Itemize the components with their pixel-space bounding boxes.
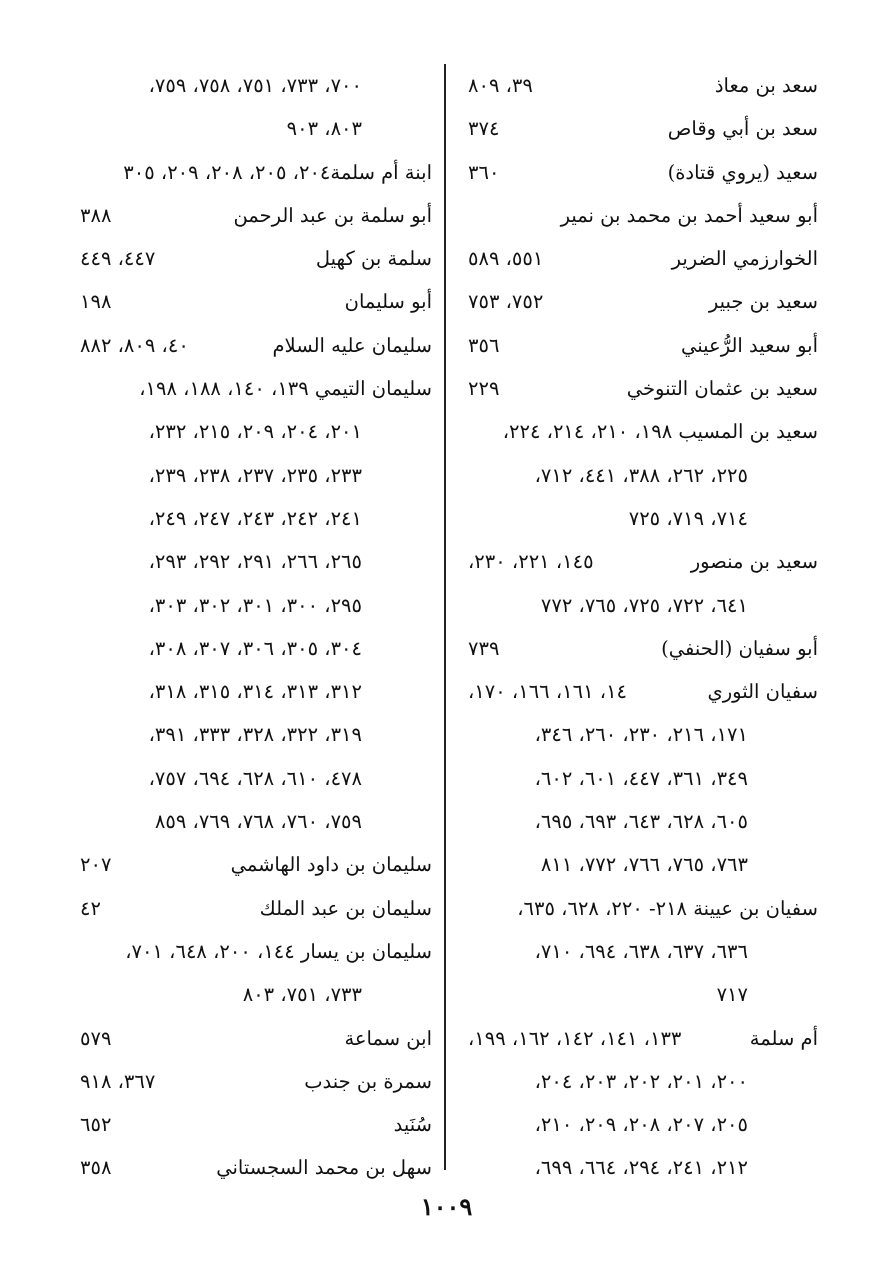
entry-pages: ١٤، ١٦١، ١٦٦، ١٧٠، bbox=[468, 680, 628, 704]
left-column bbox=[70, 64, 432, 1190]
index-entry bbox=[458, 280, 818, 323]
entry-name: أبو سعيد الرُّعيني bbox=[681, 333, 818, 357]
index-entry bbox=[458, 64, 818, 107]
entry-pages-continued: ١٧١، ٢١٦، ٢٣٠، ٢٦٠، ٣٤٦، bbox=[534, 723, 748, 747]
entry-name: سليمان بن داود الهاشمي bbox=[230, 853, 432, 877]
entry-pages: ٣٦٠ bbox=[468, 160, 500, 184]
index-entry bbox=[458, 107, 818, 150]
entry-pages: ٣٥٨ bbox=[80, 1156, 112, 1180]
index-entry bbox=[458, 237, 818, 280]
entry-name: سليمان بن عبد الملك bbox=[259, 896, 432, 920]
page-number: ١٠٠٩ bbox=[420, 1192, 473, 1221]
index-entry bbox=[458, 800, 818, 843]
entry-pages: ٦٥٢ bbox=[80, 1113, 112, 1137]
entry-pages: ٢٢٩ bbox=[468, 377, 500, 401]
index-entry bbox=[70, 107, 432, 150]
entry-pages: ١٣٣، ١٤١، ١٤٢، ١٦٢، ١٩٩، bbox=[468, 1026, 682, 1050]
index-entry bbox=[458, 843, 818, 886]
entry-name: أبو سلمة بن عبد الرحمن bbox=[233, 203, 432, 227]
entry-pages-continued: ٢٠١، ٢٠٤، ٢٠٩، ٢١٥، ٢٣٢، bbox=[148, 420, 362, 444]
entry-name: سفيان الثوري bbox=[707, 680, 818, 704]
index-entry bbox=[458, 497, 818, 540]
entry-pages: ٣٥٦ bbox=[468, 333, 500, 357]
entry-name: سفيان بن عيينة ٢١٨- ٢٢٠، ٦٢٨، ٦٣٥، bbox=[517, 896, 818, 920]
entry-pages-continued: ٧٣٣، ٧٥١، ٨٠٣ bbox=[242, 983, 362, 1007]
entry-pages: ٣٧٤ bbox=[468, 117, 500, 141]
column-divider bbox=[444, 64, 446, 1170]
index-entry bbox=[70, 497, 432, 540]
index-entry bbox=[70, 627, 432, 670]
index-entry bbox=[458, 670, 818, 713]
entry-pages: ٣٨٨ bbox=[80, 203, 112, 227]
entry-pages: ١٩٨ bbox=[80, 290, 112, 314]
entry-pages-continued: ٦٤١، ٧٢٢، ٧٢٥، ٧٦٥، ٧٧٢ bbox=[540, 593, 748, 617]
entry-pages-continued: ٢١٢، ٢٤١، ٢٩٤، ٦٦٤، ٦٩٩، bbox=[534, 1156, 748, 1180]
index-entry bbox=[458, 454, 818, 497]
index-entry bbox=[458, 194, 818, 237]
entry-name: سليمان بن يسار ١٤٤، ٢٠٠، ٦٤٨، ٧٠١، bbox=[125, 939, 432, 963]
index-entry bbox=[70, 237, 432, 280]
entry-name: أبو سفيان (الحنفي) bbox=[661, 636, 818, 660]
entry-name: الخوارزمي الضرير bbox=[671, 247, 818, 271]
entry-name: سعيد بن عثمان التنوخي bbox=[626, 377, 818, 401]
index-entry bbox=[70, 410, 432, 453]
index-entry bbox=[70, 800, 432, 843]
index-entry bbox=[70, 367, 432, 410]
entry-pages: ٤٠، ٨٠٩، ٨٨٢ bbox=[80, 333, 189, 357]
entry-pages-continued: ٧١٤، ٧١٩، ٧٢٥ bbox=[628, 506, 748, 530]
entry-pages-continued: ٢٠٠، ٢٠١، ٢٠٢، ٢٠٣، ٢٠٤، bbox=[534, 1069, 748, 1093]
entry-name: سعيد بن جبير bbox=[708, 290, 818, 314]
entry-pages: ٤٤٧، ٤٤٩ bbox=[80, 247, 156, 271]
entry-pages: ٧٥٢، ٧٥٣ bbox=[468, 290, 544, 314]
entry-pages-continued: ٣٠٤، ٣٠٥، ٣٠٦، ٣٠٧، ٣٠٨، bbox=[148, 636, 362, 660]
entry-name: سعيد بن منصور bbox=[690, 550, 818, 574]
index-entry bbox=[70, 1103, 432, 1146]
entry-name: سُنَيد bbox=[393, 1113, 432, 1137]
index-entry bbox=[70, 1060, 432, 1103]
index-entry bbox=[70, 930, 432, 973]
entry-pages-continued: ٢٤١، ٢٤٢، ٢٤٣، ٢٤٧، ٢٤٩، bbox=[148, 506, 362, 530]
index-entry bbox=[458, 757, 818, 800]
entry-pages-continued: ٢٠٥، ٢٠٧، ٢٠٨، ٢٠٩، ٢١٠، bbox=[534, 1113, 748, 1137]
index-entry bbox=[70, 973, 432, 1016]
entry-pages-continued: ٨٠٣، ٩٠٣ bbox=[286, 117, 362, 141]
entry-pages: ٤٢ bbox=[80, 896, 101, 920]
index-entry bbox=[70, 584, 432, 627]
index-entry bbox=[70, 151, 432, 194]
entry-pages-continued: ٦٣٦، ٦٣٧، ٦٣٨، ٦٩٤، ٧١٠، bbox=[534, 939, 748, 963]
entry-pages-continued: ٧٦٣، ٧٦٥، ٧٦٦، ٧٧٢، ٨١١ bbox=[540, 853, 748, 877]
index-entry bbox=[70, 540, 432, 583]
index-entry bbox=[70, 454, 432, 497]
index-entry bbox=[70, 670, 432, 713]
index-entry bbox=[70, 757, 432, 800]
entry-pages-continued: ٧٠٠، ٧٣٣، ٧٥١، ٧٥٨، ٧٥٩، bbox=[148, 74, 362, 97]
index-entry bbox=[70, 324, 432, 367]
entry-name: سعيد (يروي قتادة) bbox=[667, 160, 818, 184]
entry-pages-continued: ٧١٧ bbox=[716, 983, 748, 1007]
entry-pages-continued: ٧٥٩، ٧٦٠، ٧٦٨، ٧٦٩، ٨٥٩ bbox=[154, 810, 362, 834]
entry-name: سليمان التيمي ١٣٩، ١٤٠، ١٨٨، ١٩٨، bbox=[139, 377, 432, 401]
entry-pages: ١٤٥، ٢٢١، ٢٣٠، bbox=[468, 550, 594, 574]
index-entry bbox=[70, 713, 432, 756]
index-entry bbox=[70, 1146, 432, 1189]
entry-pages-continued: ٣٤٩، ٣٦١، ٤٤٧، ٦٠١، ٦٠٢، bbox=[534, 766, 748, 790]
entry-name: سليمان عليه السلام bbox=[272, 333, 432, 357]
index-entry bbox=[458, 1103, 818, 1146]
entry-pages: ٣٩، ٨٠٩ bbox=[468, 74, 533, 97]
entry-pages-continued: ٦٠٥، ٦٢٨، ٦٤٣، ٦٩٣، ٦٩٥، bbox=[534, 810, 748, 834]
entry-name: سهل بن محمد السجستاني bbox=[216, 1156, 432, 1180]
index-entry bbox=[458, 713, 818, 756]
index-entry bbox=[458, 410, 818, 453]
entry-name: ابن سماعة bbox=[344, 1026, 432, 1050]
entry-pages: ٧٣٩ bbox=[468, 636, 500, 660]
index-entry bbox=[70, 1017, 432, 1060]
index-entry bbox=[458, 324, 818, 367]
entry-name: سلمة بن كهيل bbox=[315, 247, 432, 271]
entry-pages-continued: ٢٦٥، ٢٦٦، ٢٩١، ٢٩٢، ٢٩٣، bbox=[148, 550, 362, 574]
entry-name: سعد بن معاذ bbox=[714, 74, 818, 97]
index-entry bbox=[458, 367, 818, 410]
entry-name: سعد بن أبي وقاص bbox=[667, 117, 818, 141]
index-entry bbox=[458, 627, 818, 670]
entry-pages-continued: ٢٣٣، ٢٣٥، ٢٣٧، ٢٣٨، ٢٣٩، bbox=[148, 463, 362, 487]
entry-pages: ٥٥١، ٥٨٩ bbox=[468, 247, 544, 271]
entry-name: ابنة أم سلمة٢٠٤، ٢٠٥، ٢٠٨، ٢٠٩، ٣٠٥ bbox=[123, 160, 432, 184]
index-entry bbox=[458, 1017, 818, 1060]
entry-pages-continued: ٢٢٥، ٢٦٢، ٣٨٨، ٤٤١، ٧١٢، bbox=[534, 463, 748, 487]
right-column bbox=[458, 64, 818, 1190]
entry-pages: ٥٧٩ bbox=[80, 1026, 112, 1050]
index-entry bbox=[458, 151, 818, 194]
index-entry bbox=[70, 64, 432, 107]
entry-pages-continued: ٤٧٨، ٦١٠، ٦٢٨، ٦٩٤، ٧٥٧، bbox=[148, 766, 362, 790]
index-entry bbox=[70, 194, 432, 237]
entry-name: سمرة بن جندب bbox=[304, 1069, 432, 1093]
index-entry bbox=[70, 280, 432, 323]
entry-pages: ٢٠٧ bbox=[80, 853, 112, 877]
entry-pages-continued: ٢٩٥، ٣٠٠، ٣٠١، ٣٠٢، ٣٠٣، bbox=[148, 593, 362, 617]
entry-pages: ٣٦٧، ٩١٨ bbox=[80, 1069, 156, 1093]
entry-name: أبو سعيد أحمد بن محمد بن نمير bbox=[560, 203, 818, 227]
index-entry bbox=[458, 973, 818, 1016]
index-entry bbox=[70, 843, 432, 886]
index-entry bbox=[458, 887, 818, 930]
entry-name: سعيد بن المسيب ١٩٨، ٢١٠، ٢١٤، ٢٢٤، bbox=[502, 420, 818, 444]
entry-pages-continued: ٣١٢، ٣١٣، ٣١٤، ٣١٥، ٣١٨، bbox=[148, 680, 362, 704]
index-entry bbox=[70, 887, 432, 930]
entry-pages-continued: ٣١٩، ٣٢٢، ٣٢٨، ٣٣٣، ٣٩١، bbox=[148, 723, 362, 747]
entry-name: أبو سليمان bbox=[344, 290, 432, 314]
index-entry bbox=[458, 1060, 818, 1103]
index-entry bbox=[458, 1146, 818, 1189]
entry-name: أم سلمة bbox=[749, 1026, 818, 1050]
index-entry bbox=[458, 930, 818, 973]
index-entry bbox=[458, 540, 818, 583]
index-entry bbox=[458, 584, 818, 627]
